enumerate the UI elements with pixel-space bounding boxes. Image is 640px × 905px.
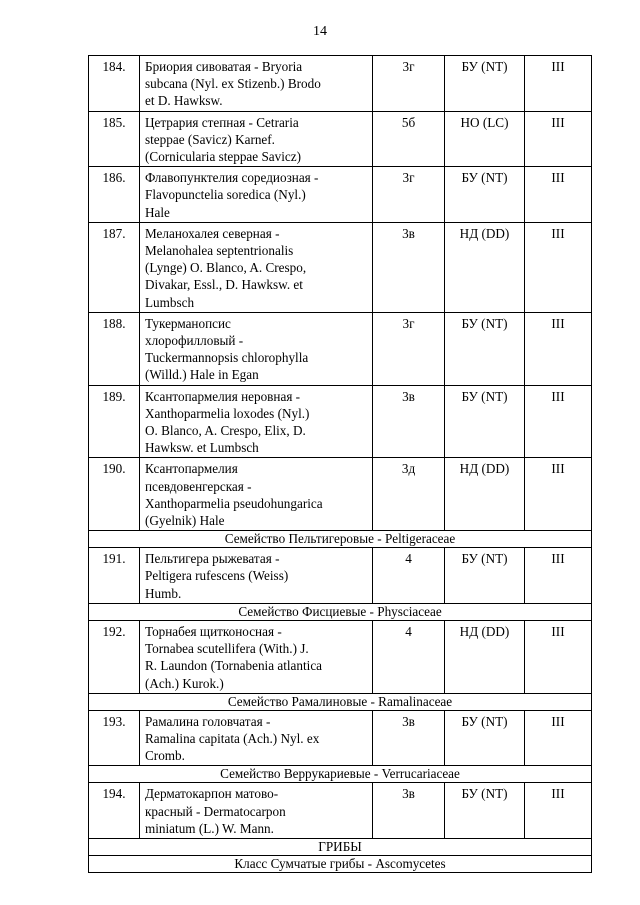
- species-name-line: (Cornicularia steppae Savicz): [145, 149, 301, 165]
- table-row: [89, 111, 592, 167]
- species-name-line: subcana (Nyl. ex Stizenb.) Brodo: [145, 76, 321, 92]
- table-row: [89, 56, 592, 112]
- family-heading: Семейство Фисциевые - Physciaceae: [89, 603, 592, 620]
- row-number: 187.: [89, 222, 140, 312]
- family-heading-row: [89, 766, 592, 783]
- category: 3г: [373, 312, 445, 385]
- status: БУ (NT): [445, 56, 525, 112]
- category: 3в: [373, 385, 445, 458]
- status: НД (DD): [445, 458, 525, 531]
- species-name-line: Xanthoparmelia loxodes (Nyl.): [145, 405, 310, 421]
- table-row: [89, 458, 592, 531]
- family-heading: Семейство Пельтигеровые - Peltigeraceae: [89, 531, 592, 548]
- class: III: [525, 111, 592, 167]
- red-list-table: [88, 55, 592, 873]
- row-number: 185.: [89, 111, 140, 167]
- row-number: 186.: [89, 167, 140, 223]
- table-row: [89, 222, 592, 312]
- species-name: [140, 56, 373, 112]
- species-name-line: Меланохалея северная -: [145, 225, 280, 241]
- species-name-line: псевдовенгерская -: [145, 478, 252, 494]
- species-name-line: Тукерманопсис: [145, 315, 231, 331]
- species-name: [140, 458, 373, 531]
- species-name-line: Hawksw. et Lumbsch: [145, 440, 259, 456]
- category: 5б: [373, 111, 445, 167]
- species-name-line: Рамалина головчатая -: [145, 713, 271, 729]
- species-name: [140, 710, 373, 766]
- class: III: [525, 620, 592, 693]
- species-name-line: steppae (Savicz) Karnef.: [145, 131, 275, 147]
- table-row: [89, 385, 592, 458]
- row-number: 194.: [89, 783, 140, 839]
- status: БУ (NT): [445, 710, 525, 766]
- family-heading-row: [89, 531, 592, 548]
- class: III: [525, 222, 592, 312]
- species-name-line: Cromb.: [145, 748, 185, 764]
- species-name-line: Melanohalea septentrionalis: [145, 243, 294, 259]
- species-name: [140, 548, 373, 604]
- table-row: [89, 710, 592, 766]
- row-number: 193.: [89, 710, 140, 766]
- family-heading: Семейство Веррукариевые - Verrucariaceae: [89, 766, 592, 783]
- family-heading-row: [89, 855, 592, 872]
- table-row: [89, 167, 592, 223]
- species-name: [140, 222, 373, 312]
- status: НД (DD): [445, 222, 525, 312]
- class: III: [525, 56, 592, 112]
- species-name-line: O. Blanco, A. Crespo, Elix, D.: [145, 423, 306, 439]
- species-name-line: Peltigera rufescens (Weiss): [145, 568, 289, 584]
- category: 3г: [373, 167, 445, 223]
- status: БУ (NT): [445, 548, 525, 604]
- family-heading-row: [89, 838, 592, 855]
- species-name-line: miniatum (L.) W. Mann.: [145, 820, 274, 836]
- table-body: [89, 56, 592, 873]
- class: III: [525, 458, 592, 531]
- family-heading: Класс Сумчатые грибы - Ascomycetes: [89, 855, 592, 872]
- species-name: [140, 620, 373, 693]
- status: НО (LC): [445, 111, 525, 167]
- class: III: [525, 710, 592, 766]
- species-name-line: Ксантопармелия неровная -: [145, 388, 301, 404]
- species-name: [140, 783, 373, 839]
- class: III: [525, 167, 592, 223]
- category: 4: [373, 548, 445, 604]
- class: III: [525, 548, 592, 604]
- row-number: 190.: [89, 458, 140, 531]
- family-heading: ГРИБЫ: [89, 838, 592, 855]
- species-name-line: Торнабея щитконосная -: [145, 623, 282, 639]
- species-name: [140, 385, 373, 458]
- species-name-line: Tornabea scutellifera (With.) J.: [145, 641, 309, 657]
- row-number: 192.: [89, 620, 140, 693]
- species-name-line: (Willd.) Hale in Egan: [145, 367, 259, 383]
- family-heading-row: [89, 603, 592, 620]
- species-name-line: et D. Hawksw.: [145, 93, 223, 109]
- row-number: 191.: [89, 548, 140, 604]
- class: III: [525, 783, 592, 839]
- table-row: [89, 312, 592, 385]
- species-name-line: Lumbsch: [145, 294, 195, 310]
- category: 3д: [373, 458, 445, 531]
- species-name-line: Ксантопармелия: [145, 461, 238, 477]
- species-name-line: красный - Dermatocarpon: [145, 803, 286, 819]
- class: III: [525, 385, 592, 458]
- species-name-line: Флавопунктелия соредиозная -: [145, 170, 319, 186]
- species-name-line: Flavopunctelia soredica (Nyl.): [145, 187, 306, 203]
- status: НД (DD): [445, 620, 525, 693]
- status: БУ (NT): [445, 783, 525, 839]
- category: 4: [373, 620, 445, 693]
- species-name-line: Tuckermannopsis chlorophylla: [145, 350, 309, 366]
- family-heading-row: [89, 693, 592, 710]
- species-name-line: Ramalina capitata (Ach.) Nyl. ex: [145, 730, 320, 746]
- species-name-line: Xanthoparmelia pseudohungarica: [145, 495, 323, 511]
- status: БУ (NT): [445, 167, 525, 223]
- species-name-line: Бриория сивоватая - Bryoria: [145, 59, 303, 74]
- table-row: [89, 783, 592, 839]
- table-row: [89, 548, 592, 604]
- category: 3в: [373, 710, 445, 766]
- species-name: [140, 167, 373, 223]
- row-number: 189.: [89, 385, 140, 458]
- species-name-line: (Ach.) Kurok.): [145, 675, 224, 691]
- status: БУ (NT): [445, 312, 525, 385]
- species-name-line: Humb.: [145, 585, 182, 601]
- category: 3г: [373, 56, 445, 112]
- row-number: 184.: [89, 56, 140, 112]
- species-name-line: Пельтигера рыжеватая -: [145, 551, 280, 567]
- species-name-line: (Gyelnik) Hale: [145, 513, 225, 529]
- species-name-line: хлорофилловый -: [145, 333, 244, 349]
- category: 3в: [373, 783, 445, 839]
- species-name-line: Hale: [145, 204, 170, 220]
- species-name: [140, 312, 373, 385]
- class: III: [525, 312, 592, 385]
- family-heading: Семейство Рамалиновые - Ramalinaceae: [89, 693, 592, 710]
- species-name-line: Divakar, Essl., D. Hawksw. et: [145, 277, 303, 293]
- species-name-line: (Lynge) O. Blanco, A. Crespo,: [145, 260, 307, 276]
- species-name-line: Цетрария степная - Cetraria: [145, 114, 299, 130]
- species-name-line: Дерматокарпон матово-: [145, 786, 279, 802]
- species-name: [140, 111, 373, 167]
- status: БУ (NT): [445, 385, 525, 458]
- species-name-line: R. Laundon (Tornabenia atlantica: [145, 658, 323, 674]
- row-number: 188.: [89, 312, 140, 385]
- page-number: 14: [313, 24, 327, 39]
- table-row: [89, 620, 592, 693]
- category: 3в: [373, 222, 445, 312]
